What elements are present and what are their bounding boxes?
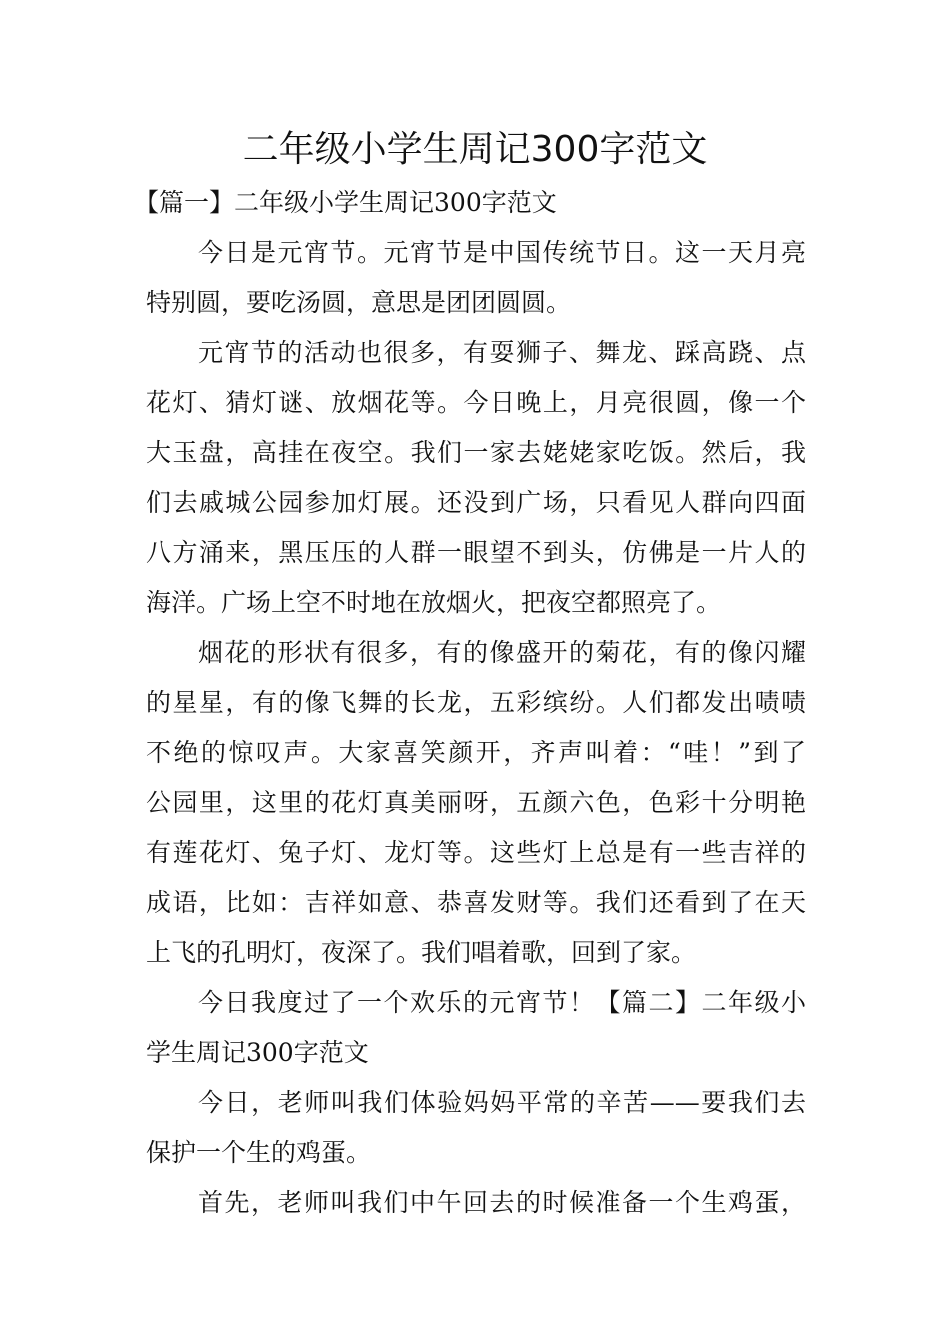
paragraph-line: 海洋。广场上空不时地在放烟火，把夜空都照亮了。 bbox=[146, 588, 722, 617]
paragraph-line: 首先，老师叫我们中午回去的时候准备一个生鸡蛋， bbox=[198, 1188, 806, 1217]
document-title: 二年级小学生周记300字范文 bbox=[242, 129, 708, 170]
paragraph-line: 大玉盘，高挂在夜空。我们一家去姥姥家吃饭。然后，我 bbox=[146, 438, 806, 467]
paragraph-line: 公园里，这里的花灯真美丽呀，五颜六色，色彩十分明艳 bbox=[146, 788, 806, 817]
paragraph-line: 今日是元宵节。元宵节是中国传统节日。这一天月亮 bbox=[198, 238, 806, 267]
paragraph-line: 花灯、猜灯谜、放烟花等。今日晚上，月亮很圆，像一个 bbox=[146, 388, 806, 417]
paragraph-line: 八方涌来，黑压压的人群一眼望不到头，仿佛是一片人的 bbox=[146, 538, 806, 567]
paragraph-line: 成语，比如：吉祥如意、恭喜发财等。我们还看到了在天 bbox=[146, 888, 806, 917]
section-heading: 【篇一】二年级小学生周记300字范文 bbox=[134, 188, 557, 217]
paragraph-line: 上飞的孔明灯，夜深了。我们唱着歌，回到了家。 bbox=[146, 938, 697, 967]
paragraph-line: 不绝的惊叹声。大家喜笑颜开，齐声叫着：“哇！”到了 bbox=[146, 738, 806, 767]
paragraph-line: 烟花的形状有很多，有的像盛开的菊花，有的像闪耀 bbox=[198, 638, 806, 667]
paragraph-line: 元宵节的活动也很多，有耍狮子、舞龙、踩高跷、点 bbox=[198, 338, 806, 367]
paragraph-line: 们去戚城公园参加灯展。还没到广场，只看见人群向四面 bbox=[146, 488, 806, 517]
paragraph-line: 保护一个生的鸡蛋。 bbox=[146, 1138, 372, 1167]
paragraph-line: 有莲花灯、兔子灯、龙灯等。这些灯上总是有一些吉祥的 bbox=[146, 838, 806, 867]
paragraph-line: 的星星，有的像飞舞的长龙，五彩缤纷。人们都发出啧啧 bbox=[146, 688, 806, 717]
paragraph-line: 学生周记300字范文 bbox=[146, 1038, 369, 1067]
paragraph-line: 今日我度过了一个欢乐的元宵节！【篇二】二年级小 bbox=[198, 988, 806, 1017]
paragraph-line: 今日，老师叫我们体验妈妈平常的辛苦——要我们去 bbox=[198, 1088, 806, 1117]
document-body bbox=[134, 178, 806, 1228]
paragraph-line: 特别圆，要吃汤圆，意思是团团圆圆。 bbox=[146, 288, 572, 317]
